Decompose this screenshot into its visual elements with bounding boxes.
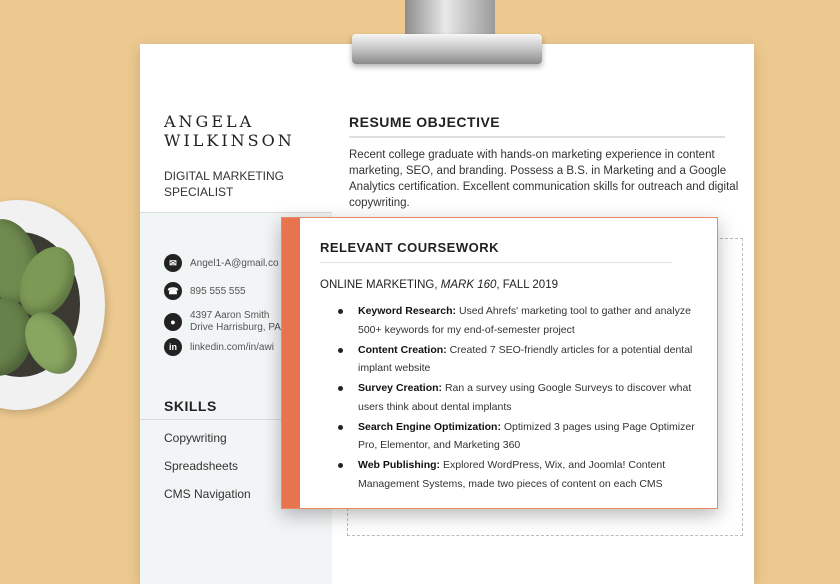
card-accent-bar (282, 218, 300, 508)
coursework-item (338, 456, 698, 493)
coursework-item (338, 341, 698, 378)
binder-clip (352, 34, 542, 64)
coursework-card (281, 217, 718, 509)
job-title-line: DIGITAL MARKETING (164, 169, 285, 183)
coursework-item-title: Search Engine Optimization: (358, 420, 501, 433)
skills-heading: SKILLS (164, 398, 217, 414)
job-title-line: SPECIALIST (164, 185, 234, 199)
skill-item: CMS Navigation (164, 487, 251, 501)
contact-address-text (190, 310, 281, 334)
location-pin-icon: ● (164, 313, 182, 331)
contact-phone-text: 895 555 555 (190, 285, 246, 297)
job-title (164, 168, 284, 200)
course-code: MARK 160 (440, 279, 497, 291)
contact-linkedin (164, 337, 274, 357)
candidate-first-name: ANGELA (164, 112, 255, 131)
address-line: Drive Harrisburg, PA (190, 322, 281, 333)
contact-email (164, 253, 279, 273)
contact-phone (164, 281, 246, 301)
coursework-item-text: Optimized 3 pages using Page Optimizer Pro, Elementor, and Marketing 360 (358, 420, 695, 451)
objective-text: Recent college graduate with hands-on marketing experience in content marketing, SEO, and branding. Possess a B.S. in Marketing and a Google Analytics certification. Excellent communication skills for outreach and digital copywriting. (349, 149, 739, 209)
email-icon: ✉ (164, 254, 182, 272)
coursework-item-title: Survey Creation: (358, 382, 443, 394)
course-name: ONLINE MARKETING, (320, 279, 438, 291)
address-line: 4397 Aaron Smith (190, 310, 270, 321)
phone-icon: ☎ (164, 282, 182, 300)
candidate-name (164, 112, 295, 150)
contact-address (164, 308, 281, 336)
coursework-item (338, 379, 698, 416)
coursework-rule (320, 262, 672, 263)
candidate-last-name: WILKINSON (164, 131, 295, 150)
course-title (320, 279, 558, 291)
coursework-item-text: Used Ahrefs' marketing tool to gather and analyze 500+ keywords for my end-of-semester project (358, 305, 691, 336)
coursework-item-text: Created 7 SEO-friendly articles for a potential dental implant website (358, 343, 693, 374)
coursework-item-title: Web Publishing: (358, 459, 441, 471)
coursework-heading: RELEVANT COURSEWORK (320, 240, 499, 255)
course-term: , FALL 2019 (496, 279, 558, 291)
objective-heading: RESUME OBJECTIVE (349, 114, 501, 130)
coursework-item-text: Ran a survey using Google Surveys to discover what users think about dental implants (358, 382, 692, 413)
objective-rule (349, 136, 725, 138)
skill-item: Copywriting (164, 431, 227, 445)
linkedin-icon: in (164, 338, 182, 356)
coursework-item-title: Keyword Research: (358, 305, 457, 317)
coursework-list (338, 302, 698, 495)
coursework-item (338, 302, 698, 339)
coursework-item (338, 418, 698, 455)
coursework-item-title: Content Creation: (358, 343, 447, 356)
skill-item: Spreadsheets (164, 459, 239, 473)
sidebar-divider (140, 212, 332, 213)
contact-linkedin-text: linkedin.com/in/awi (190, 341, 274, 353)
contact-email-text: Angel1-A@gmail.co (190, 257, 279, 269)
coursework-item-text: Explored WordPress, Wix, and Joomla! Content Management Systems, made two pieces of content on each CMS (358, 459, 666, 490)
